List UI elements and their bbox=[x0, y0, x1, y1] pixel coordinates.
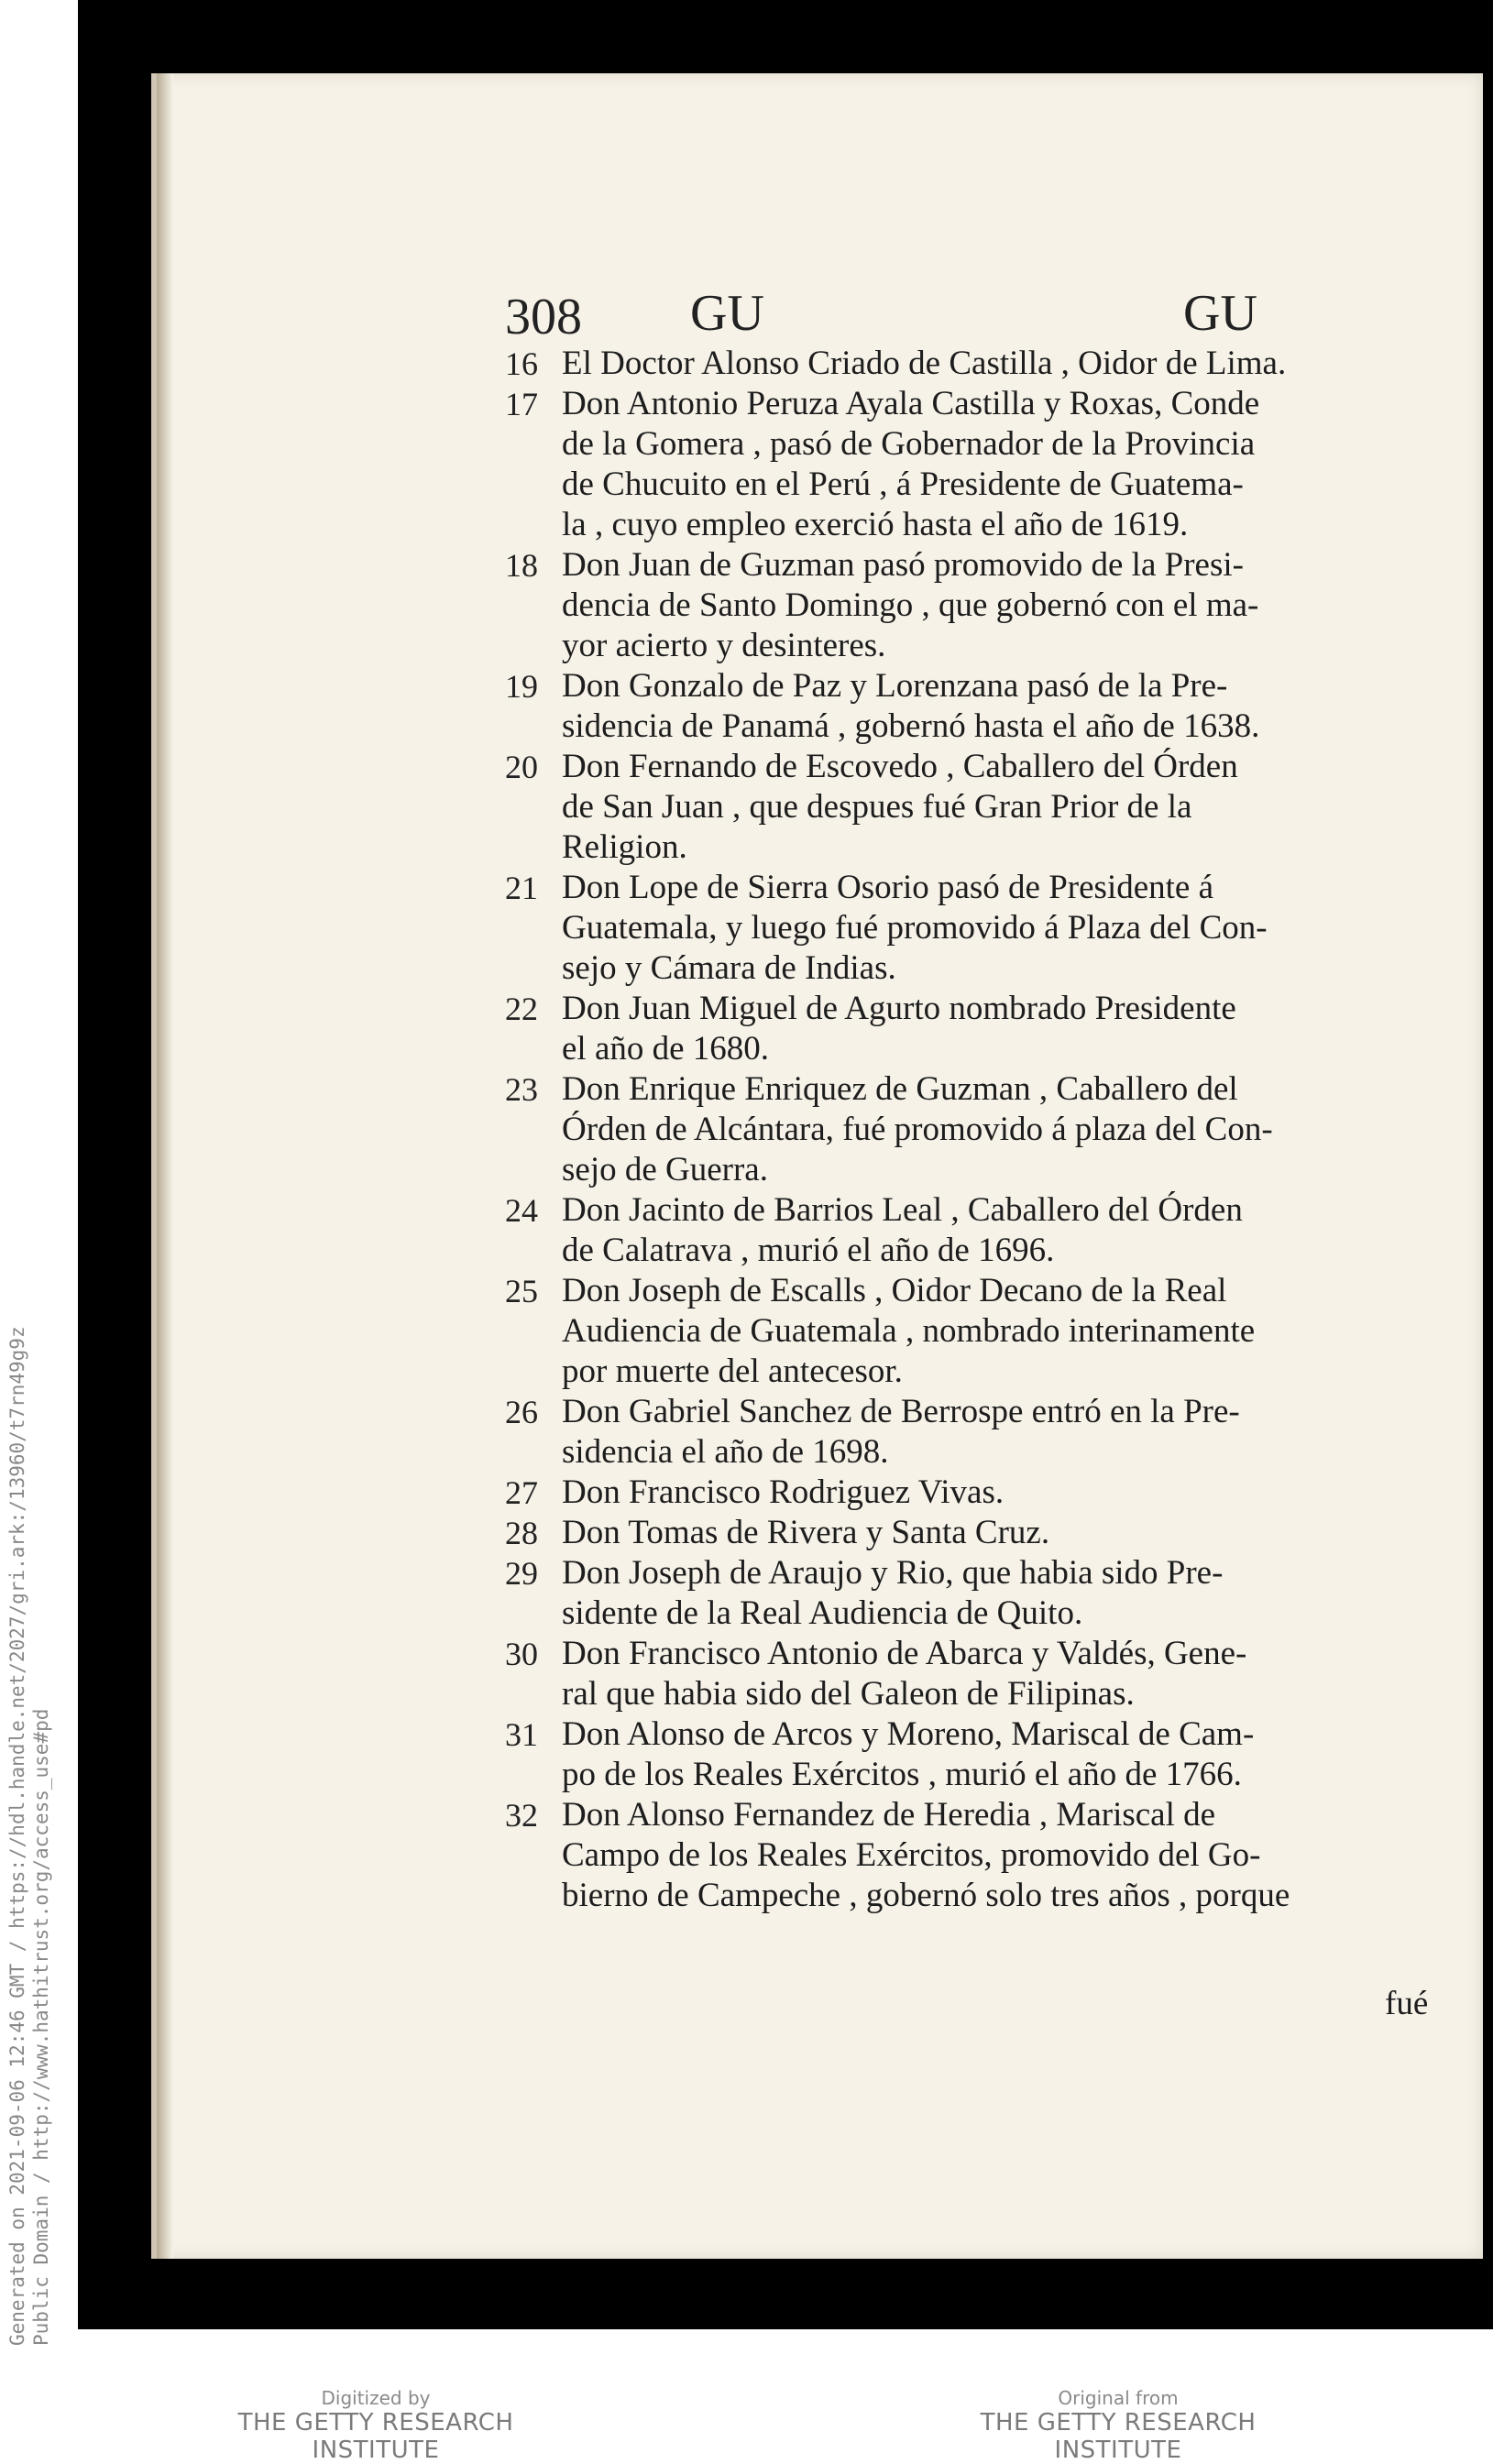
entry-number: 23 bbox=[505, 1071, 538, 1108]
entry-text: Don Alonso Fernandez de Heredia , Mariscal de Campo de los Reales Exércitos, promovido del Go- bierno de Campeche , gobernó solo tres años , porque bbox=[562, 1796, 1290, 1914]
entry-text: Don Tomas de Rivera y Santa Cruz. bbox=[562, 1514, 1050, 1551]
list-item bbox=[505, 1714, 1422, 1795]
entry-number: 22 bbox=[505, 991, 538, 1027]
list-item bbox=[505, 1553, 1422, 1634]
entry-text: Don Fernando de Escovedo , Caballero del Órden de San Juan , que despues fué Gran Prior de la Religion. bbox=[562, 748, 1238, 866]
footer-label: Original from bbox=[1058, 2387, 1179, 2409]
list-item bbox=[505, 1271, 1422, 1392]
list-item bbox=[505, 384, 1422, 545]
side-note-line: Public Domain / http://www.hathitrust.org/access_use#pd bbox=[30, 1708, 52, 2346]
entry-number: 20 bbox=[505, 749, 538, 785]
page-number: 308 bbox=[505, 289, 582, 345]
page-header bbox=[157, 284, 1483, 348]
list-item bbox=[505, 1190, 1422, 1271]
footer-digitized-by bbox=[174, 2387, 577, 2464]
catchword: fué bbox=[1385, 1985, 1429, 2022]
footer bbox=[0, 2387, 1493, 2464]
entry-text: Don Joseph de Escalls , Oidor Decano de la Real Audiencia de Guatemala , nombrado interinamente por muerte del antecesor. bbox=[562, 1272, 1256, 1390]
list-item bbox=[505, 868, 1422, 989]
entry-number: 27 bbox=[505, 1474, 538, 1511]
entry-text: Don Juan Miguel de Agurto nombrado Presidente el año de 1680. bbox=[562, 990, 1236, 1068]
entry-number: 30 bbox=[505, 1636, 538, 1672]
footer-original-from bbox=[917, 2387, 1320, 2464]
list-item bbox=[505, 747, 1422, 868]
running-head-right: GU bbox=[1183, 285, 1257, 342]
hathitrust-side-note bbox=[5, 1246, 52, 2346]
footer-institution: THE GETTY RESEARCH INSTITUTE bbox=[237, 2409, 514, 2464]
list-item bbox=[505, 344, 1422, 384]
entry-number: 16 bbox=[505, 345, 538, 382]
entry-number: 28 bbox=[505, 1515, 538, 1551]
footer-institution: THE GETTY RESEARCH INSTITUTE bbox=[980, 2409, 1257, 2464]
entry-text: El Doctor Alonso Criado de Castilla , Oidor de Lima. bbox=[562, 345, 1287, 382]
side-note-text bbox=[5, 1246, 53, 2346]
running-head-left: GU bbox=[690, 285, 764, 342]
entry-text: Don Gonzalo de Paz y Lorenzana pasó de la Pre- sidencia de Panamá , gobernó hasta el año de 1638. bbox=[562, 667, 1260, 745]
entry-number: 18 bbox=[505, 547, 538, 584]
entry-number: 26 bbox=[505, 1394, 538, 1430]
entry-text: Don Juan de Guzman pasó promovido de la Presi- dencia de Santo Domingo , que gobernó con el ma- yor acierto y desinteres. bbox=[562, 546, 1259, 664]
entry-text: Don Francisco Rodriguez Vivas. bbox=[562, 1473, 1004, 1511]
entry-number: 19 bbox=[505, 668, 538, 705]
footer-label: Digitized by bbox=[321, 2387, 431, 2409]
book-page bbox=[151, 73, 1483, 2259]
list-item bbox=[505, 1473, 1422, 1513]
entry-number: 32 bbox=[505, 1797, 538, 1834]
entry-text: Don Lope de Sierra Osorio pasó de Presidente á Guatemala, y luego fué promovido á Plaza del Con- sejo y Cámara de Indias. bbox=[562, 869, 1268, 987]
list-item bbox=[505, 1795, 1422, 1916]
entry-text: Don Francisco Antonio de Abarca y Valdés, Gene- ral que habia sido del Galeon de Filipinas. bbox=[562, 1635, 1247, 1713]
entry-number: 17 bbox=[505, 386, 538, 422]
list-item bbox=[505, 1392, 1422, 1473]
list-item bbox=[505, 666, 1422, 747]
entry-number: 25 bbox=[505, 1273, 538, 1309]
entry-text: Don Gabriel Sanchez de Berrospe entró en la Pre- sidencia el año de 1698. bbox=[562, 1393, 1240, 1471]
entry-number: 24 bbox=[505, 1192, 538, 1229]
entry-text: Don Enrique Enriquez de Guzman , Caballero del Órden de Alcántara, fué promovido á plaza del Con- sejo de Guerra. bbox=[562, 1070, 1273, 1188]
entry-number: 21 bbox=[505, 870, 538, 906]
entry-text: Don Alonso de Arcos y Moreno, Mariscal de Cam- po de los Reales Exércitos , murió el año de 1766. bbox=[562, 1715, 1255, 1793]
list-item bbox=[505, 989, 1422, 1069]
side-note-line: Generated on 2021-09-06 12:46 GMT / https://hdl.handle.net/2027/gri.ark:/13960/t7rn49g9z bbox=[6, 1326, 28, 2346]
entry-list bbox=[505, 344, 1422, 1916]
entry-text: Don Antonio Peruza Ayala Castilla y Roxas, Conde de la Gomera , pasó de Gobernador de la Provincia de Chucuito en el Perú , á Presidente de Guatema- la , cuyo empleo exerció hasta el año de 1619. bbox=[562, 385, 1260, 543]
entry-text: Don Joseph de Araujo y Rio, que habia sido Pre- sidente de la Real Audiencia de Quito. bbox=[562, 1554, 1224, 1632]
entry-text: Don Jacinto de Barrios Leal , Caballero del Órden de Calatrava , murió el año de 1696. bbox=[562, 1191, 1243, 1269]
entry-number: 29 bbox=[505, 1555, 538, 1592]
list-item bbox=[505, 1634, 1422, 1714]
list-item bbox=[505, 545, 1422, 666]
entry-number: 31 bbox=[505, 1716, 538, 1753]
list-item bbox=[505, 1069, 1422, 1190]
list-item bbox=[505, 1513, 1422, 1553]
